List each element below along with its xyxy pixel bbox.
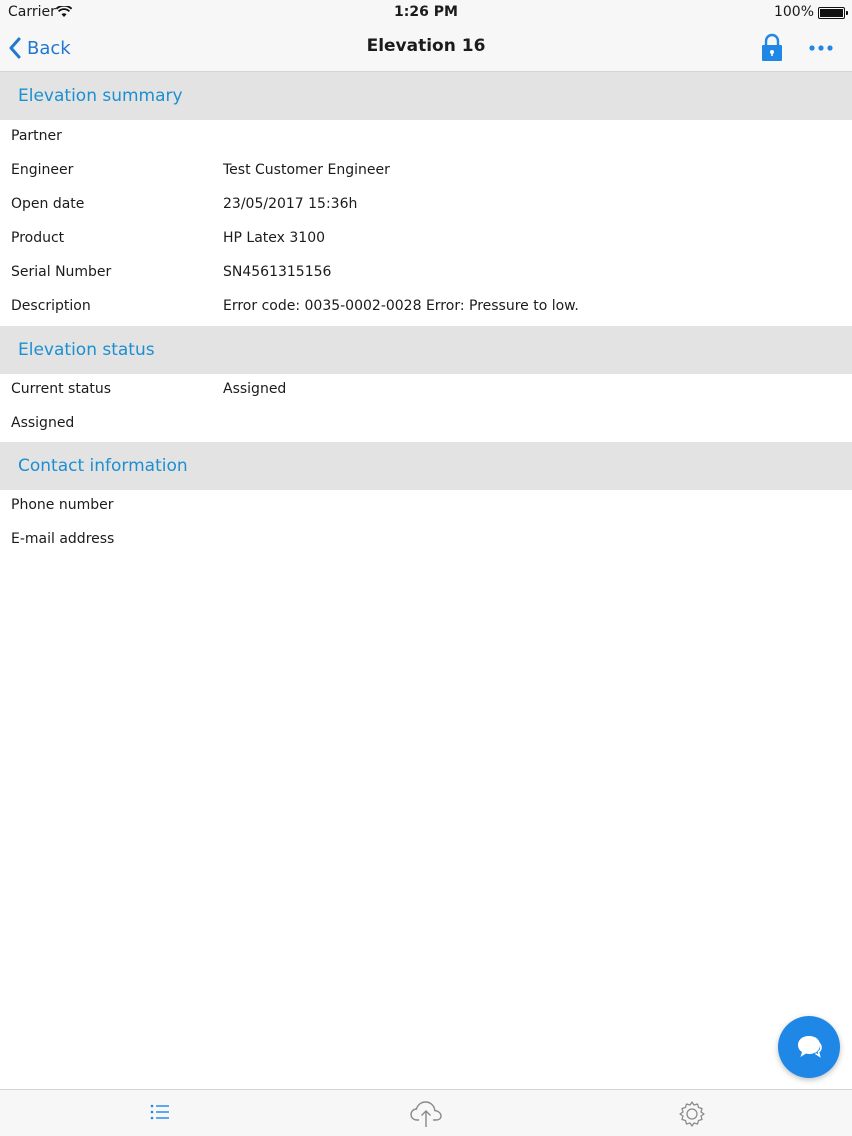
section-header-elevation-summary (0, 72, 852, 120)
status-bar (0, 0, 852, 24)
detail-row-partner (0, 120, 852, 154)
cloud-upload-icon (409, 1100, 443, 1128)
row-value: SN4561315156 (223, 264, 332, 280)
row-value: 23/05/2017 15:36h (223, 196, 358, 212)
page-title: Elevation 16 (366, 36, 486, 56)
detail-row-description (0, 290, 852, 324)
tab-settings[interactable] (678, 1100, 706, 1132)
detail-row-phone-number (0, 489, 852, 523)
row-value: Assigned (223, 381, 287, 397)
section-title: Contact information (18, 456, 188, 476)
tab-sync[interactable] (409, 1100, 443, 1132)
chat-button[interactable] (778, 1016, 840, 1078)
chat-icon (795, 1034, 823, 1060)
detail-row-open-date (0, 188, 852, 222)
battery-percent: 100% (773, 4, 814, 20)
row-label: Assigned (11, 415, 75, 431)
detail-row-email-address (0, 523, 852, 557)
row-value: HP Latex 3100 (223, 230, 326, 246)
row-label: Product (11, 230, 65, 246)
navigation-bar (0, 24, 852, 72)
row-label: Open date (11, 196, 85, 212)
more-icon[interactable] (808, 39, 834, 61)
row-label: Partner (11, 128, 62, 144)
row-value: Error code: 0035-0002-0028 Error: Pressure to low. (223, 298, 579, 314)
lock-icon[interactable] (760, 33, 784, 67)
detail-row-assigned (0, 407, 852, 441)
tab-bar (0, 1089, 852, 1136)
clock: 1:26 PM (394, 4, 458, 20)
battery-icon (818, 7, 845, 19)
section-header-contact-information (0, 442, 852, 490)
section-title: Elevation summary (18, 86, 183, 106)
detail-row-current-status (0, 373, 852, 407)
detail-row-product (0, 222, 852, 256)
detail-row-serial-number (0, 256, 852, 290)
row-label: Phone number (11, 497, 114, 513)
row-label: Description (11, 298, 91, 314)
tab-list[interactable] (148, 1100, 172, 1128)
back-label: Back (27, 37, 71, 59)
detail-row-engineer (0, 154, 852, 188)
row-value: Test Customer Engineer (223, 162, 390, 178)
list-icon (148, 1100, 172, 1124)
row-label: Current status (11, 381, 112, 397)
row-label: Engineer (11, 162, 74, 178)
section-header-elevation-status (0, 326, 852, 374)
carrier-label: Carrier (8, 4, 56, 20)
gear-icon (678, 1100, 706, 1128)
row-label: E-mail address (11, 531, 115, 547)
section-title: Elevation status (18, 340, 155, 360)
row-label: Serial Number (11, 264, 112, 280)
